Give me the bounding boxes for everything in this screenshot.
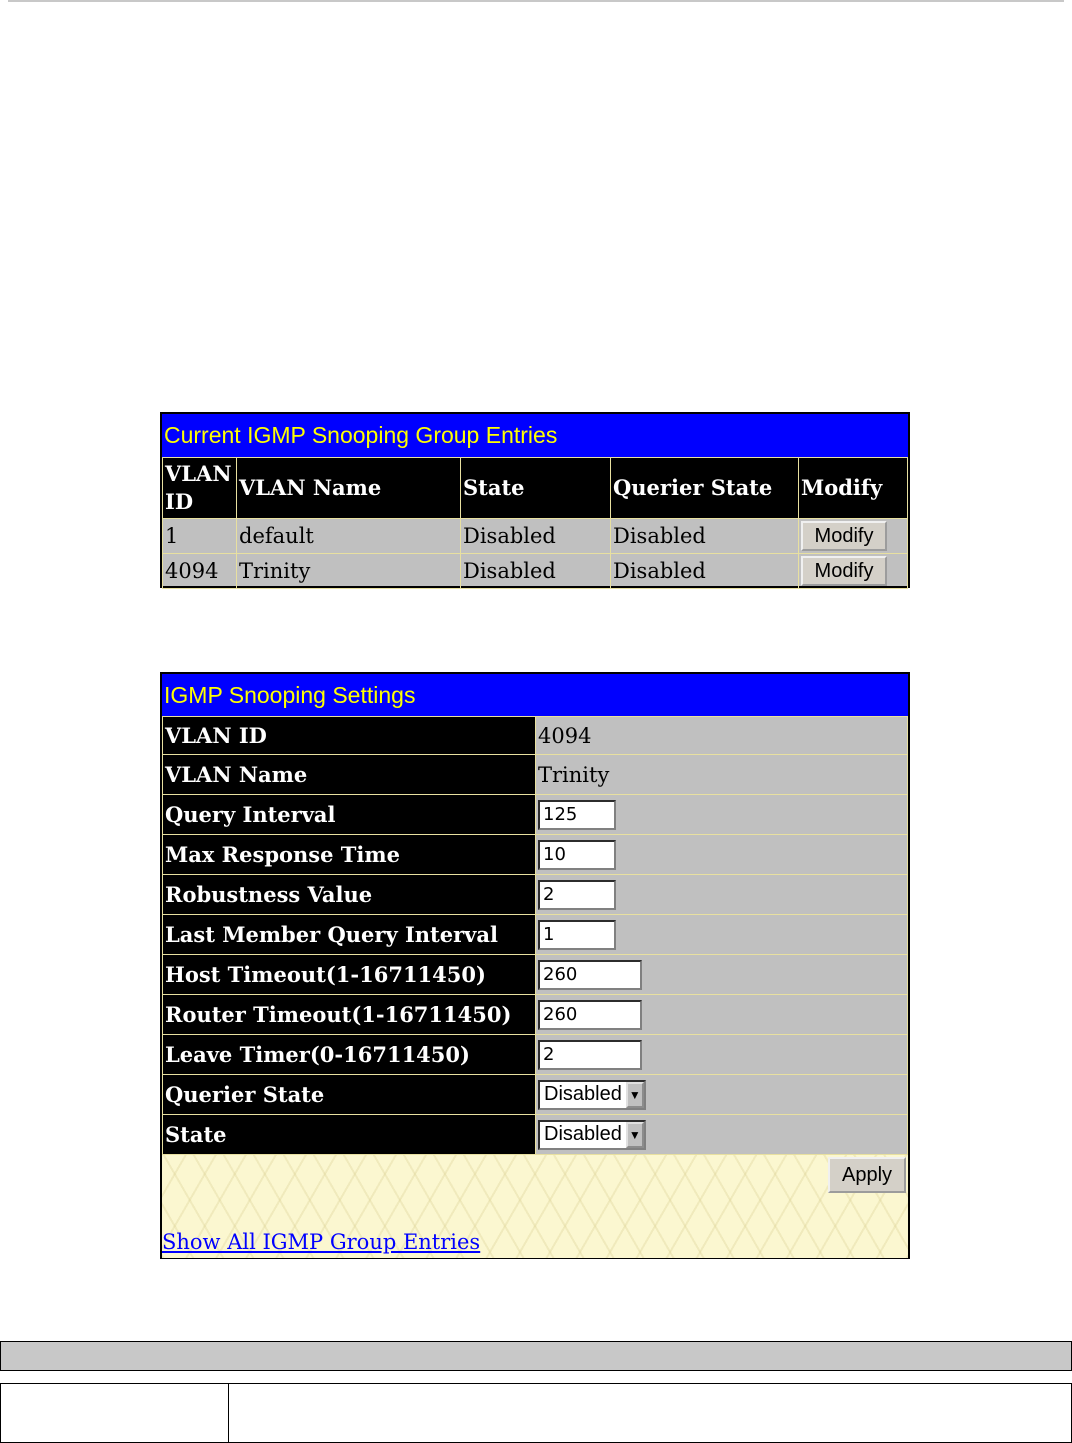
robustness-input[interactable] bbox=[538, 880, 616, 910]
cell-state: Disabled bbox=[461, 519, 611, 554]
state-selected: Disabled bbox=[544, 1123, 622, 1145]
igmp-settings-panel bbox=[160, 672, 910, 1259]
cell-querier-state: Disabled bbox=[611, 554, 799, 589]
entries-table bbox=[162, 457, 908, 589]
setting-row-router-timeout bbox=[163, 995, 908, 1035]
doc-table-cell-parameter bbox=[1, 1384, 229, 1442]
col-header-modify: Modify bbox=[799, 458, 908, 519]
max-response-cell bbox=[536, 835, 908, 875]
host-timeout-label: Host Timeout(1-16711450) bbox=[163, 955, 536, 995]
setting-row-query-interval bbox=[163, 795, 908, 835]
cell-querier-state: Disabled bbox=[611, 519, 799, 554]
last-member-input[interactable] bbox=[538, 920, 616, 950]
cell-vlan-name: default bbox=[237, 519, 461, 554]
doc-table-row bbox=[0, 1383, 1072, 1443]
robustness-label: Robustness Value bbox=[163, 875, 536, 915]
router-timeout-label: Router Timeout(1-16711450) bbox=[163, 995, 536, 1035]
router-timeout-cell bbox=[536, 995, 908, 1035]
modify-button[interactable]: Modify bbox=[801, 521, 887, 551]
query-interval-input[interactable] bbox=[538, 800, 616, 830]
vlan-id-value: 4094 bbox=[536, 717, 908, 755]
vlan-name-value: Trinity bbox=[536, 755, 908, 795]
doc-table-cell-description bbox=[229, 1384, 1071, 1442]
host-timeout-input[interactable] bbox=[538, 960, 642, 990]
last-member-cell bbox=[536, 915, 908, 955]
cell-vlan-name: Trinity bbox=[237, 554, 461, 589]
querier-state-label: Querier State bbox=[163, 1075, 536, 1115]
chevron-down-icon[interactable]: ▼ bbox=[626, 1082, 644, 1108]
col-header-vlan-id: VLAN ID bbox=[163, 458, 237, 519]
setting-row-last-member bbox=[163, 915, 908, 955]
doc-table-header-bar bbox=[0, 1341, 1072, 1371]
igmp-entries-panel bbox=[160, 412, 910, 588]
table-row bbox=[163, 519, 908, 554]
state-cell bbox=[536, 1115, 908, 1155]
setting-row-host-timeout bbox=[163, 955, 908, 995]
vlan-id-label: VLAN ID bbox=[163, 717, 536, 755]
robustness-cell bbox=[536, 875, 908, 915]
setting-row-robustness bbox=[163, 875, 908, 915]
top-rule bbox=[8, 0, 1064, 2]
leave-timer-input[interactable] bbox=[538, 1040, 642, 1070]
max-response-input[interactable] bbox=[538, 840, 616, 870]
querier-state-selected: Disabled bbox=[544, 1083, 622, 1105]
modify-button[interactable]: Modify bbox=[801, 556, 887, 586]
vlan-name-label: VLAN Name bbox=[163, 755, 536, 795]
entries-header-row bbox=[163, 458, 908, 519]
entries-panel-title: Current IGMP Snooping Group Entries bbox=[162, 414, 908, 457]
cell-vlan-id: 4094 bbox=[163, 554, 237, 589]
settings-panel-title: IGMP Snooping Settings bbox=[162, 674, 908, 716]
router-timeout-input[interactable] bbox=[538, 1000, 642, 1030]
settings-table bbox=[162, 716, 908, 1155]
col-header-state: State bbox=[461, 458, 611, 519]
show-all-igmp-group-entries-link[interactable]: Show All IGMP Group Entries bbox=[162, 1230, 481, 1254]
state-label: State bbox=[163, 1115, 536, 1155]
setting-row-state bbox=[163, 1115, 908, 1155]
query-interval-label: Query Interval bbox=[163, 795, 536, 835]
table-row bbox=[163, 554, 908, 589]
cell-modify bbox=[799, 519, 908, 554]
max-response-label: Max Response Time bbox=[163, 835, 536, 875]
querier-state-select[interactable] bbox=[538, 1080, 646, 1110]
col-header-querier-state: Querier State bbox=[611, 458, 799, 519]
state-select[interactable] bbox=[538, 1120, 646, 1150]
chevron-down-icon[interactable]: ▼ bbox=[626, 1122, 644, 1148]
settings-footer bbox=[162, 1155, 908, 1258]
col-header-vlan-name: VLAN Name bbox=[237, 458, 461, 519]
cell-vlan-id: 1 bbox=[163, 519, 237, 554]
leave-timer-cell bbox=[536, 1035, 908, 1075]
setting-row-max-response bbox=[163, 835, 908, 875]
leave-timer-label: Leave Timer(0-16711450) bbox=[163, 1035, 536, 1075]
cell-modify bbox=[799, 554, 908, 589]
query-interval-cell bbox=[536, 795, 908, 835]
setting-row-leave-timer bbox=[163, 1035, 908, 1075]
setting-row-vlan-name bbox=[163, 755, 908, 795]
cell-state: Disabled bbox=[461, 554, 611, 589]
host-timeout-cell bbox=[536, 955, 908, 995]
setting-row-vlan-id bbox=[163, 717, 908, 755]
querier-state-cell bbox=[536, 1075, 908, 1115]
last-member-label: Last Member Query Interval bbox=[163, 915, 536, 955]
apply-button[interactable]: Apply bbox=[828, 1157, 906, 1193]
setting-row-querier-state bbox=[163, 1075, 908, 1115]
